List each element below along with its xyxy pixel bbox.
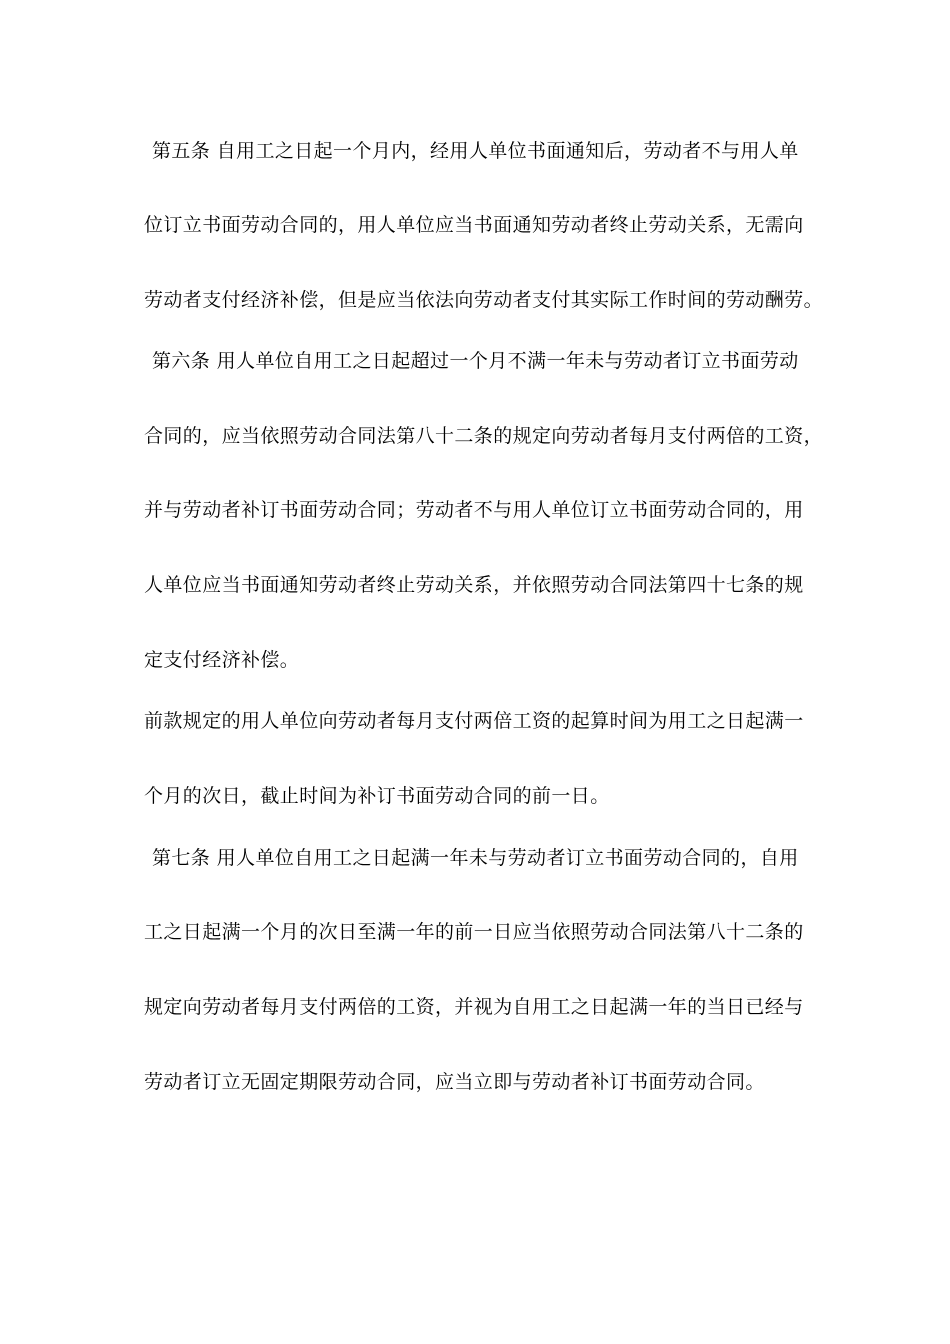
article-6-line-3: 并与劳动者补订书面劳动合同；劳动者不与用人单位订立书面劳动合同的，用 xyxy=(144,499,804,521)
paragraph-line-2: 个月的次日，截止时间为补订书面劳动合同的前一日。 xyxy=(144,785,610,807)
article-7-line-2: 工之日起满一个月的次日至满一年的前一日应当依照劳动合同法第八十二条的 xyxy=(144,921,804,943)
article-6-line-2: 合同的，应当依照劳动合同法第八十二条的规定向劳动者每月支付两倍的工资， xyxy=(144,425,824,447)
article-6-line-5: 定支付经济补偿。 xyxy=(144,649,300,671)
paragraph-line-1: 前款规定的用人单位向劳动者每月支付两倍工资的起算时间为用工之日起满一 xyxy=(144,710,804,732)
article-5-line-2: 位订立书面劳动合同的，用人单位应当书面通知劳动者终止劳动关系，无需向 xyxy=(144,214,804,236)
article-7-line-1: 第七条 用人单位自用工之日起满一年未与劳动者订立书面劳动合同的，自用 xyxy=(152,847,799,869)
article-5-line-3: 劳动者支付经济补偿，但是应当依法向劳动者支付其实际工作时间的劳动酬劳。 xyxy=(144,289,824,311)
article-5-line-1: 第五条 自用工之日起一个月内，经用人单位书面通知后，劳动者不与用人单 xyxy=(152,140,799,162)
article-6-line-4: 人单位应当书面通知劳动者终止劳动关系，并依照劳动合同法第四十七条的规 xyxy=(144,574,804,596)
article-7-line-4: 劳动者订立无固定期限劳动合同，应当立即与劳动者补订书面劳动合同。 xyxy=(144,1071,765,1093)
article-7-line-3: 规定向劳动者每月支付两倍的工资，并视为自用工之日起满一年的当日已经与 xyxy=(144,996,804,1018)
article-6-line-1: 第六条 用人单位自用工之日起超过一个月不满一年未与劳动者订立书面劳动 xyxy=(152,350,799,372)
